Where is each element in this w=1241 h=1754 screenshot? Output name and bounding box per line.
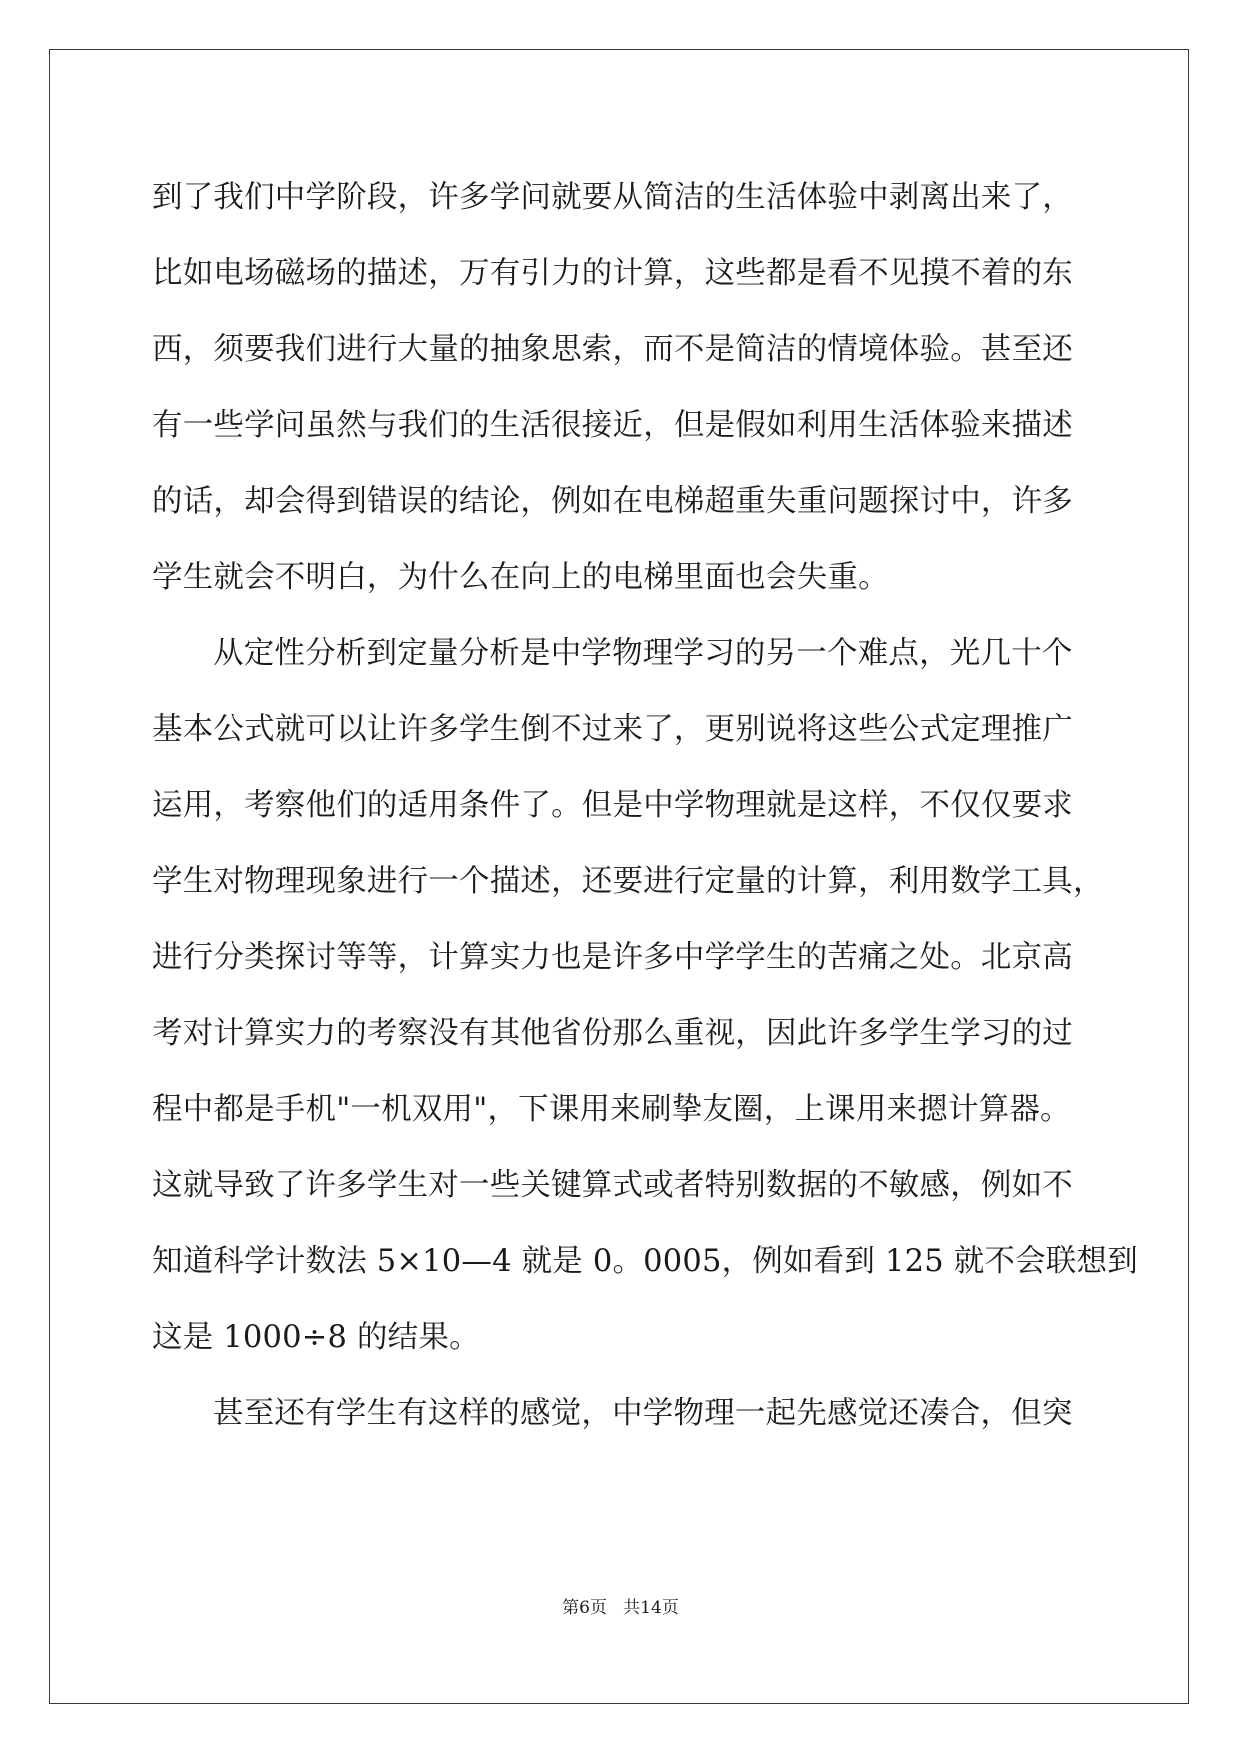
text-line: 的话，却会得到错误的结论，例如在电梯超重失重问题探讨中，许多 <box>152 484 1073 519</box>
text-line: 知道科学计数法 5×10—4 就是 0。0005，例如看到 125 就不会联想到 <box>152 1244 1138 1279</box>
text-line: 到了我们中学阶段，许多学问就要从简洁的生活体验中剥离出来了， <box>152 180 1073 215</box>
text-line: 这就导致了许多学生对一些关键算式或者特别数据的不敏感，例如不 <box>152 1168 1073 1203</box>
text-line: 学生就会不明白，为什么在向上的电梯里面也会失重。 <box>152 560 889 595</box>
text-line: 考对计算实力的考察没有其他省份那么重视，因此许多学生学习的过 <box>152 1016 1073 1051</box>
text-line: 有一些学问虽然与我们的生活很接近，但是假如利用生活体验来描述 <box>152 408 1073 443</box>
text-line: 运用，考察他们的适用条件了。但是中学物理就是这样，不仅仅要求 <box>152 788 1073 823</box>
text-line: 比如电场磁场的描述，万有引力的计算，这些都是看不见摸不着的东 <box>152 256 1073 291</box>
text-line: 基本公式就可以让许多学生倒不过来了，更别说将这些公式定理推广 <box>152 712 1073 747</box>
document-body <box>152 160 1138 1452</box>
paragraph-start-line: 甚至还有学生有这样的感觉，中学物理一起先感觉还凑合，但突 <box>213 1396 1073 1431</box>
text-line: 这是 1000÷8 的结果。 <box>152 1320 480 1355</box>
text-line: 程中都是手机"一机双用"，下课用来刷挚友圈，上课用来摁计算器。 <box>152 1092 1071 1127</box>
text-line: 进行分类探讨等等，计算实力也是许多中学学生的苦痛之处。北京高 <box>152 940 1073 975</box>
text-line: 学生对物理现象进行一个描述，还要进行定量的计算，利用数学工具， <box>152 864 1104 899</box>
page-number-footer: 第6页 共14页 <box>562 1598 679 1618</box>
text-line: 西，须要我们进行大量的抽象思索，而不是简洁的情境体验。甚至还 <box>152 332 1073 367</box>
paragraph-start-line: 从定性分析到定量分析是中学物理学习的另一个难点，光几十个 <box>213 636 1073 671</box>
